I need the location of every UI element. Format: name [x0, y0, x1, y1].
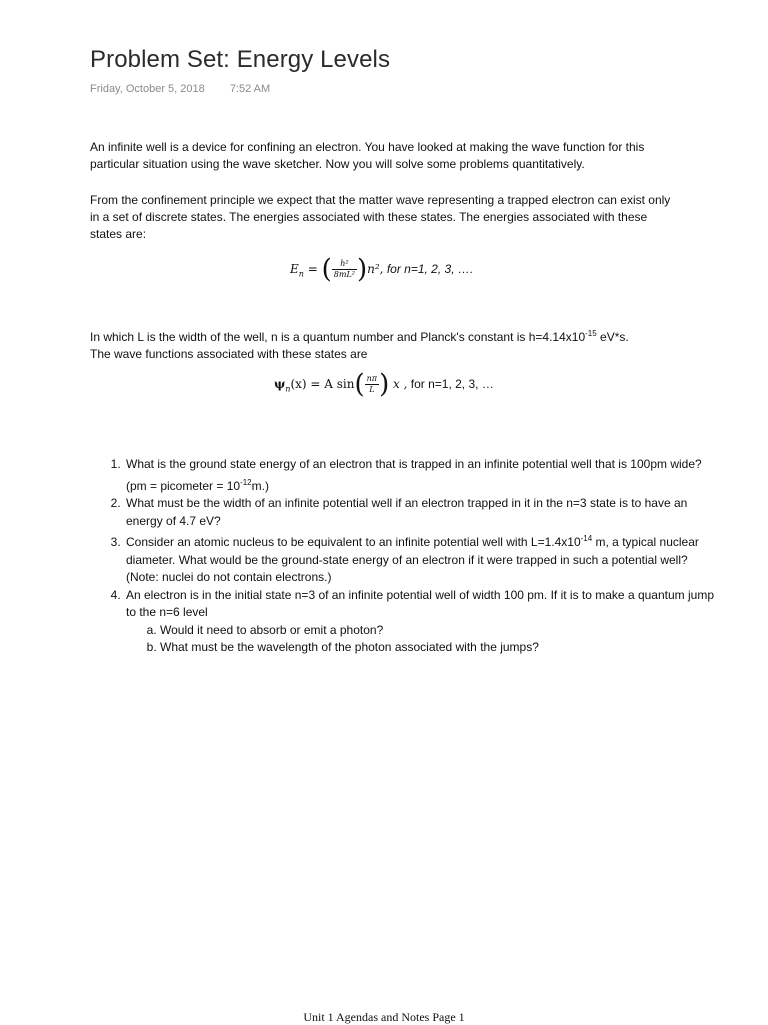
psi-symbol: ψ: [274, 377, 286, 391]
question-list: [90, 456, 714, 657]
page-time: 7:52 AM: [229, 83, 271, 95]
page-metadata: [90, 83, 270, 95]
page-date: Friday, October 5, 2018: [90, 83, 205, 95]
question-item: 2. What must be the width of an infinite potential well if an electron trapped in it in the n=3 state is to have an energy of 4.7 eV?: [124, 495, 714, 530]
energy-equation: $E_n$ = ( $\frac{\text{h²}}{\text{8mL²}}$ )n², for n=1, 2, 3, ….: [290, 254, 474, 285]
question-item: 1. What is the ground state energy of an electron that is trapped in an infinite potential well that is 100pm wide? (pm = picometer = $10^{-12}m$.): [124, 456, 714, 495]
subquestion-list: [126, 622, 714, 657]
question-item: 4. An electron is in the initial state n=3 of an infinite potential well of width 100 pm. If it is to make a quantum jump to the n=6 level a. Would it need to absorb or emit a photon? b. What must be the wavelength of the photon associated with the jumps?: [124, 587, 714, 657]
subquestion-item: a. Would it need to absorb or emit a photon?: [160, 622, 714, 640]
page-title: Problem Set: Energy Levels: [90, 46, 391, 73]
wavefunction-fraction: $\frac{n\pi}{L}$: [366, 374, 378, 394]
question-item: 3. Consider an atomic nucleus to be equivalent to an infinite potential well with $L=1.4x10^{-14}$ m, a typical nuclear diameter. What would be the ground-state energy of an electron if it were trapped in such a potential well? (Note: nuclei do not contain electrons.): [124, 530, 714, 587]
page-footer: Unit 1 Agendas and Notes Page 1: [303, 1010, 465, 1024]
wavefunction-equation: $\psi_n(x) = A$ sin( $\frac{n\pi}{L}$ ) x , for n=1, 2, 3, …: [274, 369, 494, 400]
intro-paragraph: An infinite well is a device for confining an electron. You have looked at making the wave function for this particular situation using the wave sketcher. Now you will solve some problems quantitatively.: [90, 140, 645, 171]
energy-symbol: E: [290, 262, 299, 276]
energy-fraction: $\frac{\text{h²}}{\text{8mL²}}$: [333, 259, 355, 279]
planck-paragraph: In which L is the width of the well, n is a quantum number and Planck's constant is $h=4.14x10^{-15}$ eV*s. The wave functions associated with these states are: [90, 329, 629, 361]
subquestion-item: b. What must be the wavelength of the photon associated with the jumps?: [160, 639, 714, 657]
confinement-paragraph: From the confinement principle we expect that the matter wave representing a trapped electron can exist only in a set of discrete states. The energies associated with these states. The energies associated with these states are:: [90, 193, 671, 241]
